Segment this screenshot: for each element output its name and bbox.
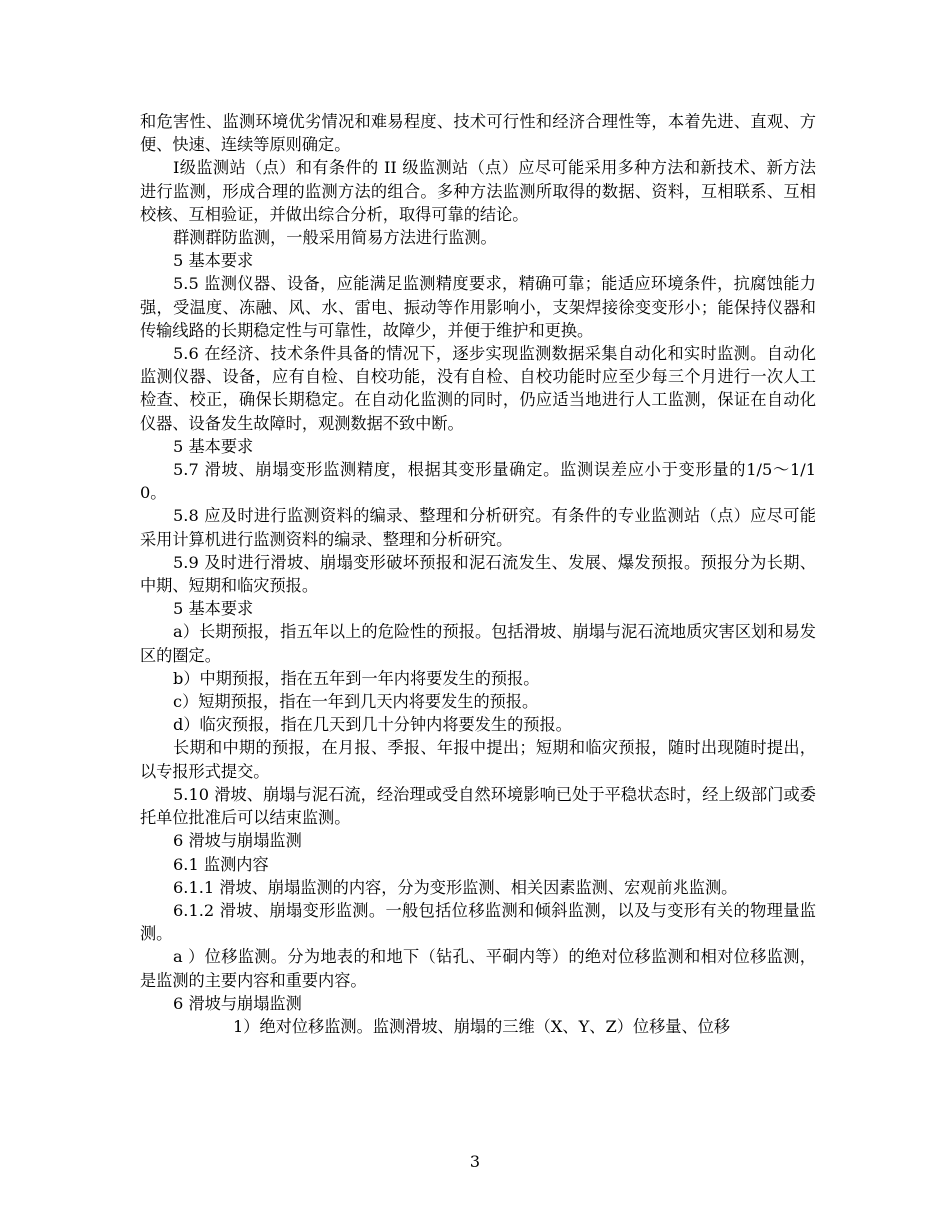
paragraph-6-1-2: 6.1.2 滑坡、崩塌变形监测。一般包括位移监测和倾斜监测，以及与变形有关的物理量监测。 (140, 900, 816, 944)
section-heading: 5 基本要求 (173, 599, 254, 619)
list-item-a: a）长期预报，指五年以上的危险性的预报。包括滑坡、崩塌与泥石流地质灾害区划和易发区的圈定。 (140, 622, 816, 665)
subsection-heading: 6.1 监测内容 (173, 854, 269, 874)
section-heading: 6 滑坡与崩塌监测 (173, 993, 302, 1013)
list-item-d: d）临灾预报，指在几天到几十分钟内将要发生的预报。 (173, 715, 572, 735)
paragraph-report-timing: 长期和中期的预报，在月报、季报、年报中提出；短期和临灾预报，随时出现随时提出，以专报形式提交。 (140, 738, 816, 781)
list-item-b: b）中期预报，指在五年到一年内将要发生的预报。 (173, 668, 540, 688)
body-text (140, 110, 816, 1038)
paragraph-1: 和危害性、监测环境优劣情况和难易程度、技术可行性和经济合理性等，本着先进、直观、方便、快速、连续等原则确定。 (140, 112, 816, 155)
section-heading: 5 基本要求 (173, 436, 254, 456)
section-heading: 5 基本要求 (173, 251, 254, 271)
paragraph-5-10: 5.10 滑坡、崩塌与泥石流，经治理或受自然环境影响已处于平稳状态时，经上级部门或委托单位批准后可以结束监测。 (140, 784, 816, 828)
paragraph-5-9: 5.9 及时进行滑坡、崩塌变形破坏预报和泥石流发生、发展、爆发预报。预报分为长期、中期、短期和临灾预报。 (140, 552, 816, 596)
paragraph-3: 群测群防监测，一般采用简易方法进行监测。 (173, 228, 497, 248)
paragraph-2: I级监测站（点）和有条件的 II 级监测站（点）应尽可能采用多种方法和新技术、新方法进行监测，形成合理的监测方法的组合。多种方法监测所取得的数据、资料，互相联系、互相校核、互相验证，并做出综合分析，取得可靠的结论。 (140, 158, 816, 224)
list-item-displacement: a ）位移监测。分为地表的和地下（钻孔、平硐内等）的绝对位移监测和相对位移监测，是监测的主要内容和重要内容。 (140, 947, 816, 990)
paragraph-5-7: 5.7 滑坡、崩塌变形监测精度，根据其变形量确定。监测误差应小于变形量的1/5～1/10。 (140, 460, 816, 503)
paragraph-6-1-1: 6.1.1 滑坡、崩塌监测的内容，分为变形监测、相关因素监测、宏观前兆监测。 (173, 877, 738, 897)
section-heading: 6 滑坡与崩塌监测 (173, 831, 302, 851)
paragraph-5-6: 5.6 在经济、技术条件具备的情况下，逐步实现监测数据采集自动化和实时监测。自动化监测仪器、设备，应有自检、自校功能，没有自检、自校功能时应至少每三个月进行一次人工检查、校正，确保长期稳定。在自动化监测的同时，仍应适当地进行人工监测，保证在自动化仪器、设备发生故障时，观测数据不致中断。 (140, 344, 816, 433)
list-item-absolute-displacement: 1）绝对位移监测。监测滑坡、崩塌的三维（X、Y、Z）位移量、位移 (233, 1016, 731, 1036)
paragraph-5-5: 5.5 监测仪器、设备，应能满足监测精度要求，精确可靠；能适应环境条件，抗腐蚀能力强，受温度、冻融、风、水、雷电、振动等作用影响小，支架焊接徐变变形小；能保持仪器和传输线路的长期稳定性与可靠性，故障少，并便于维护和更换。 (140, 274, 816, 340)
list-item-c: c）短期预报，指在一年到几天内将要发生的预报。 (173, 692, 539, 712)
paragraph-5-8: 5.8 应及时进行监测资料的编录、整理和分析研究。有条件的专业监测站（点）应尽可能采用计算机进行监测资料的编录、整理和分析研究。 (140, 506, 816, 549)
page-number: 3 (469, 1152, 481, 1171)
